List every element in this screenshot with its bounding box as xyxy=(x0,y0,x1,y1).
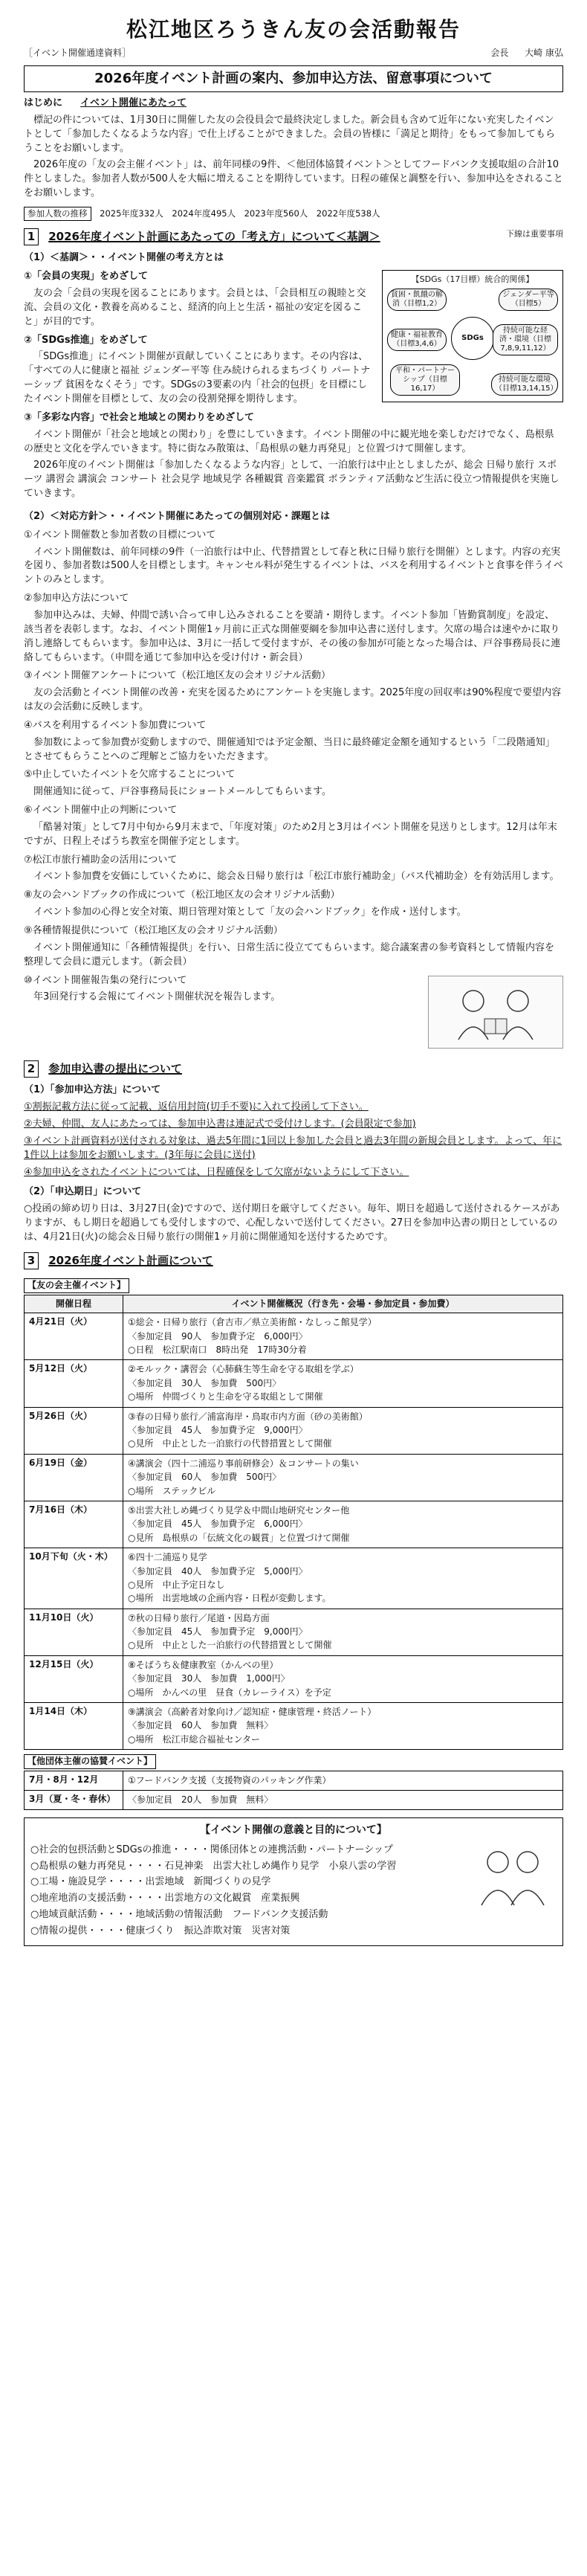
event-details xyxy=(123,1771,563,1790)
event-date: 7月・8月・12月 xyxy=(25,1771,123,1790)
item-3-text: イベント開催が「社会と地域との関わり」を豊にしていきます。イベント開催の中に観光地を楽しむだけでなく、島根県の歴史と文化を学んでいきます。特に街なみ散策は、「島根県の魅力再発見」と位置づけて開催します。 xyxy=(24,428,554,454)
event-row xyxy=(25,1771,563,1790)
event-row xyxy=(25,1454,563,1501)
section-3-heading xyxy=(24,1252,563,1270)
event-date: 6月19日（金） xyxy=(25,1454,123,1501)
policy-1-heading: ①イベント開催数と参加者数の目標について xyxy=(24,529,216,541)
policy-7-text: イベント参加費を安価にしていくために、総会＆日帰り旅行は「松江市旅行補助金」（バス代補助金）を有効活用します。 xyxy=(33,871,560,883)
event-detail-line: ○場所 仲間づくりと生命を守る取組として開催 xyxy=(128,1391,323,1403)
history-values: 2025年度332人 2024年度495人 2023年度560人 2022年度538人 xyxy=(100,207,380,219)
event-detail-line: ○日程 松江駅南口 8時出発 17時30分着 xyxy=(128,1345,307,1356)
event-details xyxy=(123,1790,563,1809)
sdgs-node-economy: 持続可能な経済・環境（目標7,8,9,11,12） xyxy=(493,324,558,355)
event-detail-line: ○場所 出雲地域の企画内容・日程が変動します。 xyxy=(128,1593,331,1604)
event-detail-line: ○場所 ステックビル xyxy=(128,1485,216,1496)
event-detail-line: ②モルック・講習会（心肺蘇生等生命を守る取組を学ぶ） xyxy=(128,1364,359,1375)
intro-label: はじめに xyxy=(24,97,63,109)
event-date: 5月12日（火） xyxy=(25,1360,123,1407)
event-date: 7月16日（木） xyxy=(25,1501,123,1548)
event-detail-line: ○場所 かんべの里 昼食（カレーライス）を予定 xyxy=(128,1687,331,1698)
event-detail-line: ⑥四十二浦巡り見学 xyxy=(128,1552,207,1563)
document-tag: ［イベント開催通達資料］ xyxy=(24,47,132,58)
section-2-number: 2 xyxy=(24,1060,39,1078)
event-details xyxy=(123,1313,563,1360)
event-detail-line: 〈参加定員 40人 参加費予定 5,000円〉 xyxy=(128,1565,308,1577)
section-1-note: 下線は重要事項 xyxy=(506,228,563,239)
policy-9-text: イベント開催通知に「各種情報提供」を行い、日常生活に役立ててもらいます。総合議案書の参考資料として情報内容を整理して会員に還元します。（新会員） xyxy=(24,941,554,967)
event-detail-line: 〈参加定員 45人 参加費予定 9,000円〉 xyxy=(128,1424,308,1435)
host-events-table xyxy=(24,1295,563,1750)
purpose-box xyxy=(24,1817,563,1945)
purpose-title: 【イベント開催の意義と目的について】 xyxy=(200,1824,387,1837)
sdgs-center: SDGs xyxy=(451,317,494,360)
event-detail-line: ○見所 中止予定日なし xyxy=(128,1579,225,1590)
event-details xyxy=(123,1655,563,1702)
event-row xyxy=(25,1548,563,1609)
col-overview-header: イベント開催概況（行き先・会場・参加定員・参加費） xyxy=(123,1295,563,1313)
purpose-item-4: ○地産地消の支援活動・・・・出雲地方の文化観賞 産業振興 xyxy=(30,1893,300,1904)
event-detail-line: ③春の日帰り旅行／浦富海岸・鳥取市内方面（砂の美術館） xyxy=(128,1411,368,1422)
event-row xyxy=(25,1313,563,1360)
event-detail-line: 〈参加定員 90人 参加費予定 6,000円〉 xyxy=(128,1330,308,1342)
event-date: 1月14日（木） xyxy=(25,1703,123,1750)
apply-rule-2: ②夫婦、仲間、友人にあたっては、参加申込書は連記式で受付けします。(会員限定で参加) xyxy=(24,1118,416,1130)
sdgs-node-environment: 持続可能な環境（目標13,14,15） xyxy=(491,373,558,396)
banner-heading: 2026年度イベント計画の案内、参加申込方法、留意事項について xyxy=(24,65,563,92)
event-row xyxy=(25,1655,563,1702)
author-role: 会長 xyxy=(490,47,509,58)
reading-people-icon xyxy=(432,980,559,1044)
deadline-text: ○投函の締め切り日は、3月27日(金)ですので、送付期日を厳守してください。毎年、期日を超過して送付されるケースがありますが、もし期日を超過しても受付しますので、心配しないで送付してください。27日を参加申込書の期日としているのは、4月21日(火)の総会＆日帰り旅行の開催1ヶ月前に開催通知を送付するためです。 xyxy=(24,1203,560,1243)
event-detail-line: ⑧そばうち＆健康教室（かんべの里） xyxy=(128,1659,279,1670)
policy-10-text: 年3回発行する会報にてイベント開催状況を報告します。 xyxy=(33,991,281,1003)
policy-3-text: 友の会活動とイベント開催の改善・充実を図るためにアンケートを実施します。2025年度の回収率は90%程度で要望内容は友の会活動に反映します。 xyxy=(24,687,562,713)
policy-7-heading: ⑦松江市旅行補助金の活用について xyxy=(24,854,178,866)
policy-9-heading: ⑨各種情報提供について（松江地区友の会オリジナル活動） xyxy=(24,925,283,936)
host-events-body xyxy=(25,1313,563,1750)
purpose-item-3: ○工場・施設見学・・・・出雲地域 新聞づくりの見学 xyxy=(30,1876,271,1888)
coop-events-table xyxy=(24,1771,563,1811)
event-details xyxy=(123,1548,563,1609)
event-detail-line: ⑦秋の日帰り旅行／尾道・因島方面 xyxy=(128,1612,270,1623)
event-detail-line: 〈参加定員 30人 参加費 1,000円〉 xyxy=(128,1673,290,1684)
coop-events-body xyxy=(25,1771,563,1810)
section-1-title: 2026年度イベント計画にあたっての「考え方」について＜基調＞ xyxy=(48,229,380,243)
event-date: 11月10日（火） xyxy=(25,1609,123,1655)
section-1-sub2-title: （2）＜対応方針＞・・イベント開催にあたっての個別対応・課題とは xyxy=(24,510,331,522)
policy-10-heading: ⑩イベント開催報告集の発行について xyxy=(24,974,187,986)
header-meta xyxy=(24,47,563,59)
purpose-item-2: ○島根県の魅力再発見・・・・石見神楽 出雲大社しめ縄作り見学 小泉八雲の学習 xyxy=(30,1860,397,1872)
section-2-sub1: （1）「参加申込方法」について xyxy=(24,1084,161,1096)
policy-6-heading: ⑥イベント開催中止の判断について xyxy=(24,805,178,817)
event-detail-line: ⑤出雲大社しめ縄づくり見学＆中間山地研究センター他 xyxy=(128,1504,350,1516)
section-2-heading xyxy=(24,1060,563,1078)
events-header-row xyxy=(25,1295,563,1313)
host-events-label: 【友の会主催イベント】 xyxy=(24,1278,129,1292)
event-detail-line: ④講演会（四十二浦巡り事前研修会）＆コンサートの集い xyxy=(128,1458,359,1469)
policy-5-heading: ⑤中止していたイベントを欠席することについて xyxy=(24,769,236,781)
section-3-title: 2026年度イベント計画について xyxy=(48,1253,213,1267)
intro-heading: イベント開催にあたって xyxy=(80,97,187,109)
sdgs-node-peace: 平和・パートナーシップ（目標16,17） xyxy=(390,364,460,396)
item-2-text: 「SDGs推進」にイベント開催が貢献していくことにあります。その内容は、「すべての人に健康と福祉 ジェンダー平等 住み続けられるまちづくり パートナーシップ 貧困をなくそう」です。SDGsの3要素の内「社会的包摂」を目標にしたイベント開催を目標として、友の会の役割発揮を期待します。 xyxy=(24,351,371,405)
event-detail-line: ①総会・日帰り旅行（倉吉市／県立美術館・なしっこ館見学） xyxy=(128,1317,377,1328)
apply-rule-1: ①割振記載方法に従って記載、返信用封筒(切手不要)に入れて投函して下さい。 xyxy=(24,1101,369,1113)
policy-2-heading: ②参加申込方法について xyxy=(24,593,129,605)
policy-8-heading: ⑧友の会ハンドブックの作成について（松江地区友の会オリジナル活動） xyxy=(24,889,340,901)
section-1-items2 xyxy=(24,529,563,1005)
purpose-item-5: ○地域貢献活動・・・・地域活動の情報活動 フードバンク支援活動 xyxy=(30,1909,328,1921)
event-details xyxy=(123,1609,563,1655)
event-details xyxy=(123,1703,563,1750)
page-title: 松江地区ろうきん友の会活動報告 xyxy=(126,17,461,42)
item-2-heading: ②「SDGs推進」をめざして xyxy=(24,334,148,346)
event-detail-line: ○見所 中止とした一泊旅行の代替措置として開催 xyxy=(128,1640,332,1651)
event-detail-line: 〈参加定員 60人 参加費 無料〉 xyxy=(128,1720,273,1731)
purpose-list xyxy=(30,1841,396,1941)
event-details xyxy=(123,1407,563,1454)
event-detail-line: 〈参加定員 20人 参加費 無料〉 xyxy=(128,1794,273,1805)
policy-6-text: 「酷暑対策」として7月中旬から9月末まで、「年度対策」のため2月と3月はイベント開催を見送りとします。12月は年末ですが、日程上そばうち教室を開催予定とします。 xyxy=(24,821,557,847)
couple-illustration xyxy=(467,1841,557,1908)
policy-5-text: 開催通知に従って、戸谷事務局長にショートメールしてもらいます。 xyxy=(33,786,332,798)
sdgs-title: 【SDGs（17目標）統合的関係】 xyxy=(411,274,534,285)
history-row xyxy=(24,204,563,221)
section-3-number: 3 xyxy=(24,1252,39,1270)
purpose-item-6: ○情報の提供・・・・健康づくり 振込詐欺対策 災害対策 xyxy=(30,1925,291,1936)
event-detail-line: ①フードバンク支援（支援物資のパッキング作業） xyxy=(128,1774,331,1786)
policy-2-text: 参加申込みは、夫婦、仲間で誘い合って申し込みされることを要請・期待します。イベント参加「皆勤賞制度」を設定、該当者を表彰します。なお、イベント開催1ヶ月前に正式な開催要綱を参加申込書に送付します。欠席の場合は速やかに取り消し連絡してもらいます。参加申込は、3月に一括して受付ますが、その後の参加が可能となった場合は、戸谷事務局長に連絡してもらいます。（申間を通じて参加申込を受け付け・新会員） xyxy=(24,609,561,663)
author xyxy=(477,47,563,59)
policy-3-heading: ③イベント開催アンケートについて（松江地区友の会オリジナル活動） xyxy=(24,670,331,682)
policy-4-heading: ④バスを利用するイベント参加費について xyxy=(24,719,207,731)
event-detail-line: ○見所 中止とした一泊旅行の代替措置として開催 xyxy=(128,1438,332,1449)
section-2-title: 参加申込書の提出について xyxy=(48,1061,182,1075)
event-details xyxy=(123,1501,563,1548)
sdgs-node-gender: ジェンダー平等（目標5） xyxy=(499,289,558,311)
event-row xyxy=(25,1609,563,1655)
event-date: 4月21日（火） xyxy=(25,1313,123,1360)
author-name: 大崎 康弘 xyxy=(525,47,563,58)
event-row xyxy=(25,1501,563,1548)
event-date: 12月15日（火） xyxy=(25,1655,123,1702)
event-date: 5月26日（火） xyxy=(25,1407,123,1454)
section-2-sub2: （2）「申込期日」について xyxy=(24,1186,142,1198)
event-row xyxy=(25,1790,563,1809)
coop-events-label: 【他団体主催の協賛イベント】 xyxy=(24,1754,156,1768)
item-1-heading: ①「会員の実現」をめざして xyxy=(24,271,149,283)
event-row xyxy=(25,1407,563,1454)
intro-section xyxy=(24,97,563,221)
section-1-number: 1 xyxy=(24,228,39,246)
report-page xyxy=(12,0,575,1968)
couple-icon xyxy=(471,1843,553,1907)
illustration-image xyxy=(428,976,563,1049)
event-detail-line: ⑨講演会（高齢者対象向け／認知症・健康管理・終活ノート） xyxy=(128,1707,377,1718)
item-3-extra: 2026年度のイベント開催は「参加したくなるような内容」として、一泊旅行は中止としましたが、総会 日帰り旅行 スポーツ 講習会 講演会 コンサート 社会見学 地域見学 各種観賞 音楽鑑賞 ボランティア活動など生活に役立つ情報提供を実施していきます。 xyxy=(24,460,560,500)
apply-rule-3: ③イベント計画資料が送付される対象は、過去5年間に1回以上参加した会員と過去3年間の新規会員とします。よって、年に1件以上は参加をお願いします。(3年毎に会員に送付) xyxy=(24,1135,562,1161)
history-label: 参加人数の推移 xyxy=(24,207,91,221)
purpose-item-1: ○社会的包摂活動とSDGsの推進・・・・関係団体との連携活動・パートナーシップ xyxy=(30,1844,393,1855)
event-detail-line: 〈参加定員 45人 参加費予定 6,000円〉 xyxy=(128,1519,308,1530)
event-row xyxy=(25,1703,563,1750)
policy-4-text: 参加数によって参加費が変動しますので、開催通知では予定金額、当日に最終確定金額を通知するという「二段階通知」とさせてもらうことへのご理解とご協力をいただきます。 xyxy=(24,736,555,762)
event-date: 3月（夏・冬・春休） xyxy=(25,1790,123,1809)
section-1-sub1-title: （1）＜基調＞・・イベント開催の考え方とは xyxy=(24,252,224,264)
policy-8-text: イベント参加の心得と安全対策、期日管理対策として「友の会ハンドブック」を作成・送付します。 xyxy=(33,907,467,918)
item-3-heading: ③「多彩な内容」で社会と地域との関わりをめざして xyxy=(24,411,255,423)
policy-1-text: イベント開催数は、前年同様の9件（一泊旅行は中止、代替措置として春と秋に日帰り旅行を開催）とします。内容の充実を図り、参加者数は500人を目標とします。キャンセル料が発生するイベントは、バスを利用するイベントと食事を伴うイベントのみとします。 xyxy=(24,546,563,586)
event-detail-line: ○見所 島根県の「伝統文化の観賞」と位置づけて開催 xyxy=(128,1532,350,1543)
apply-rule-4: ④参加申込をされたイベントについては、日程確保をして欠席がないようにして下さい。 xyxy=(24,1166,409,1178)
event-details xyxy=(123,1454,563,1501)
event-date: 10月下旬（火・木） xyxy=(25,1548,123,1609)
event-details xyxy=(123,1360,563,1407)
intro-paragraph-2: 2026年度の「友の会主催イベント」は、前年同様の9件、＜他団体協賛イベント＞としてフードバンク支援取組の合計10件としました。参加者人数が500人を大幅に増えることを期待しています。日程の確保と調整を行い、参加申込をされることをお願いします。 xyxy=(24,159,563,199)
event-detail-line: 〈参加定員 60人 参加費 500円〉 xyxy=(128,1472,282,1483)
sdgs-diagram xyxy=(382,270,563,402)
sdgs-node-poverty: 貧困・飢餓の解消（目標1,2） xyxy=(387,289,447,311)
event-detail-line: 〈参加定員 45人 参加費予定 9,000円〉 xyxy=(128,1626,308,1638)
event-detail-line: ○場所 松江市総合福祉センター xyxy=(128,1733,260,1745)
intro-paragraph-1: 標記の件については、1月30日に開催した友の会役員会で最終決定しました。新会員も含めて近年にない充実したイベントとして「参加したくなるような内容」で仕上げることができました。会員の皆様に「満足と期待」をもって参加してもらうことをお願いします。 xyxy=(24,114,556,154)
event-row xyxy=(25,1360,563,1407)
sdgs-node-health: 健康・福祉教育（目標3,4,6） xyxy=(387,329,447,351)
item-1-text: 友の会「会員の実現を図ることにあります。会員とは、「会員相互の親睦と交流、会員の文化・教養を高めること、経済的向上と生活・福祉の安定を図ること」が目的です。 xyxy=(24,288,366,327)
event-detail-line: 〈参加定員 30人 参加費 500円〉 xyxy=(128,1377,282,1388)
section-1-heading xyxy=(24,228,563,246)
col-date-header: 開催日程 xyxy=(25,1295,123,1313)
